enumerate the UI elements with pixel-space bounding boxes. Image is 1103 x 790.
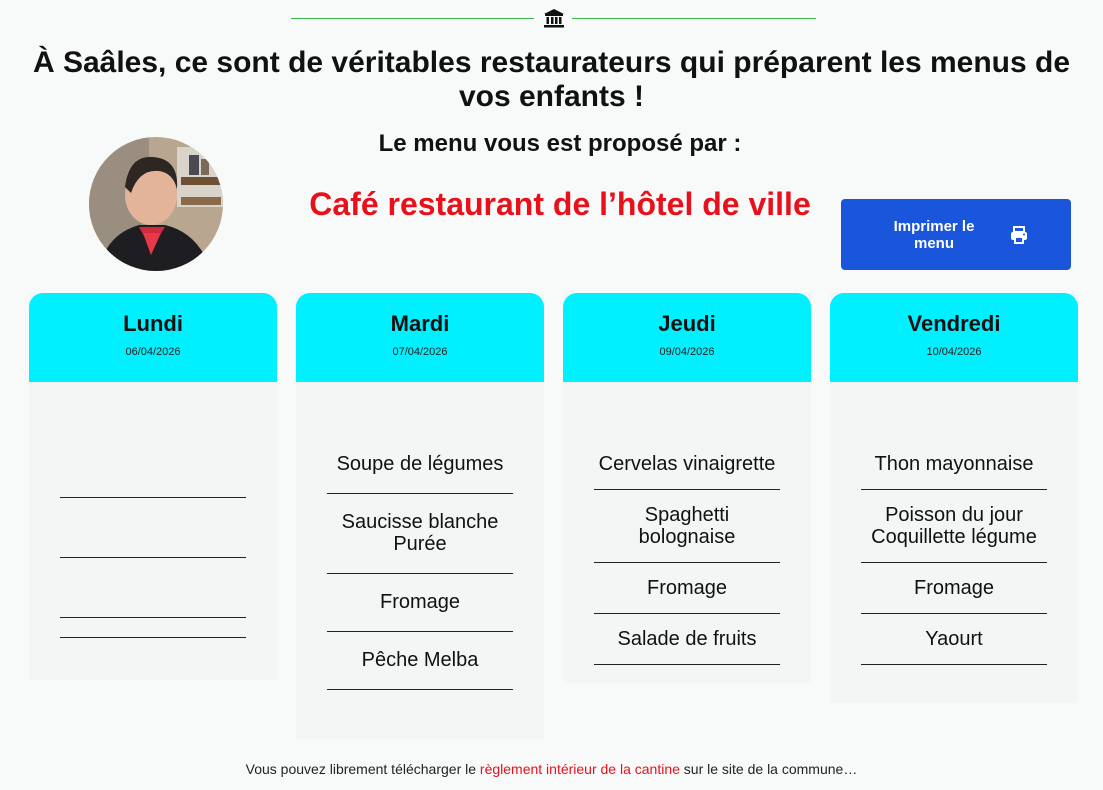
- menu-item: Salade de fruits: [594, 628, 780, 665]
- day-column-jeudi: [563, 293, 811, 683]
- menu-item: [60, 618, 246, 638]
- menu-by-label: Le menu vous est proposé par :: [378, 130, 742, 157]
- menu-item: Spaghetti bolognaise: [594, 504, 780, 563]
- day-date: 07/04/2026: [392, 346, 448, 358]
- day-date: 09/04/2026: [659, 346, 715, 358]
- restaurant-name: Café restaurant de l’hôtel de ville: [309, 186, 811, 222]
- day-name: Mardi: [390, 311, 450, 336]
- menu-item: [60, 558, 246, 618]
- menu-item: Fromage: [327, 591, 513, 632]
- day-column-mardi: [296, 293, 544, 739]
- divider-line-left: [291, 18, 534, 19]
- divider-line-right: [572, 18, 816, 19]
- menu-item: Cervelas vinaigrette: [594, 453, 780, 490]
- day-column-vendredi: [830, 293, 1078, 703]
- menu-item: Poisson du jour Coquillette légume: [861, 504, 1047, 563]
- day-name: Lundi: [123, 311, 183, 336]
- day-menu: [296, 382, 544, 690]
- rules-link[interactable]: règlement intérieur de la cantine: [479, 761, 680, 777]
- day-date: 06/04/2026: [125, 346, 181, 358]
- museum-icon: [543, 8, 565, 28]
- day-column-lundi: [29, 293, 277, 680]
- day-header: [29, 293, 277, 382]
- printer-icon: [1010, 226, 1028, 244]
- section-divider: [291, 8, 816, 28]
- menu-item: [60, 382, 246, 498]
- day-menu: [830, 382, 1078, 665]
- footer-text-after: sur le site de la commune…: [679, 761, 858, 777]
- menu-item: Soupe de légumes: [327, 453, 513, 494]
- chef-avatar: [89, 137, 223, 271]
- menu-item: [60, 498, 246, 558]
- day-header: [296, 293, 544, 382]
- day-header: [563, 293, 811, 382]
- menu-item: Pêche Melba: [327, 649, 513, 690]
- menu-item: Thon mayonnaise: [861, 453, 1047, 490]
- day-menu: [29, 382, 277, 638]
- page-title: À Saâles, ce sont de véritables restaurateurs qui préparent les menus de vos enfants !: [32, 46, 1071, 113]
- menu-item: Fromage: [861, 577, 1047, 614]
- footer-note: [0, 761, 1103, 777]
- print-menu-button[interactable]: [841, 199, 1071, 270]
- footer-text-before: Vous pouvez librement télécharger le: [245, 761, 480, 777]
- menu-item: Fromage: [594, 577, 780, 614]
- menu-item: Yaourt: [861, 628, 1047, 665]
- print-menu-label: Imprimer le menu: [893, 217, 975, 252]
- day-header: [830, 293, 1078, 382]
- menu-item: Saucisse blanche Purée: [327, 511, 513, 574]
- day-name: Jeudi: [658, 311, 716, 336]
- day-name: Vendredi: [907, 311, 1001, 336]
- day-date: 10/04/2026: [926, 346, 982, 358]
- day-menu: [563, 382, 811, 665]
